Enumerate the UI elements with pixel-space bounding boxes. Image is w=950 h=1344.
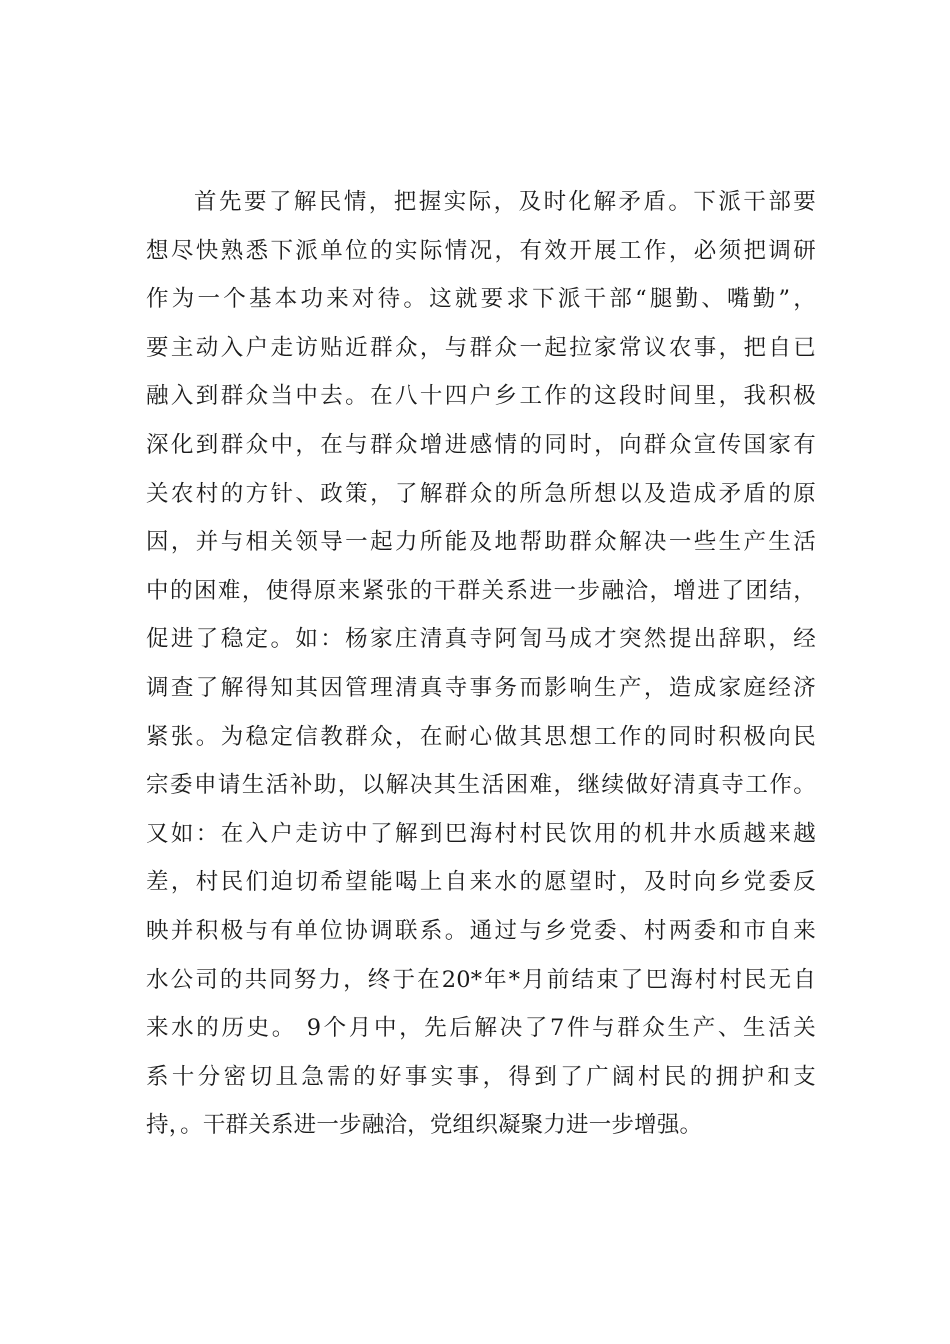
- paragraph-line: 差，村民们迫切希望能喝上自来水的愿望时，及时向乡党委反: [146, 869, 816, 896]
- paragraph-line: 要主动入户走访贴近群众，与群众一起拉家常议农事，把自已: [146, 334, 816, 361]
- paragraph-line: 紧张。为稳定信教群众，在耐心做其思想工作的同时积极向民: [146, 723, 816, 750]
- paragraph-line: 促进了稳定。如：杨家庄清真寺阿訇马成才突然提出辞职，经: [146, 626, 816, 653]
- paragraph-line: 宗委申请生活补助，以解决其生活困难，继续做好清真寺工作。: [146, 772, 816, 799]
- paragraph-line: 因，并与相关领导一起力所能及地帮助群众解决一些生产生活: [146, 529, 816, 556]
- paragraph-line: 又如：在入户走访中了解到巴海村村民饮用的机井水质越来越: [146, 820, 816, 847]
- paragraph-line: 关农村的方针、政策，了解群众的所急所想以及造成矛盾的原: [146, 480, 816, 507]
- body-paragraph: [146, 178, 816, 1150]
- paragraph-line: 水公司的共同努力，终于在20*年*月前结束了巴海村村民无自: [146, 966, 816, 993]
- paragraph-line: 想尽快熟悉下派单位的实际情况，有效开展工作，必须把调研: [146, 237, 816, 264]
- paragraph-line: 深化到群众中，在与群众增进感情的同时，向群众宣传国家有: [146, 431, 816, 458]
- paragraph-line: 融入到群众当中去。在八十四户乡工作的这段时间里，我积极: [146, 383, 816, 410]
- paragraph-line: 来水的历史。 9个月中，先后解决了7件与群众生产、生活关: [146, 1015, 816, 1042]
- paragraph-line: 映并积极与有单位协调联系。通过与乡党委、村两委和市自来: [146, 917, 816, 944]
- paragraph-line: 持，。干群关系进一步融洽，党组织凝聚力进一步增强。: [146, 1112, 703, 1139]
- paragraph-line: 中的困难，使得原来紧张的干群关系进一步融洽，增进了团结，: [146, 577, 816, 604]
- paragraph-line: 调查了解得知其因管理清真寺事务而影响生产，造成家庭经济: [146, 674, 816, 701]
- paragraph-line: 首先要了解民情，把握实际，及时化解矛盾。下派干部要: [194, 189, 816, 215]
- paragraph-line: 系十分密切且急需的好事实事，得到了广阔村民的拥护和支: [146, 1063, 816, 1090]
- paragraph-line: 作为一个基本功来对待。这就要求下派干部“腿勤、嘴勤”，: [146, 286, 816, 313]
